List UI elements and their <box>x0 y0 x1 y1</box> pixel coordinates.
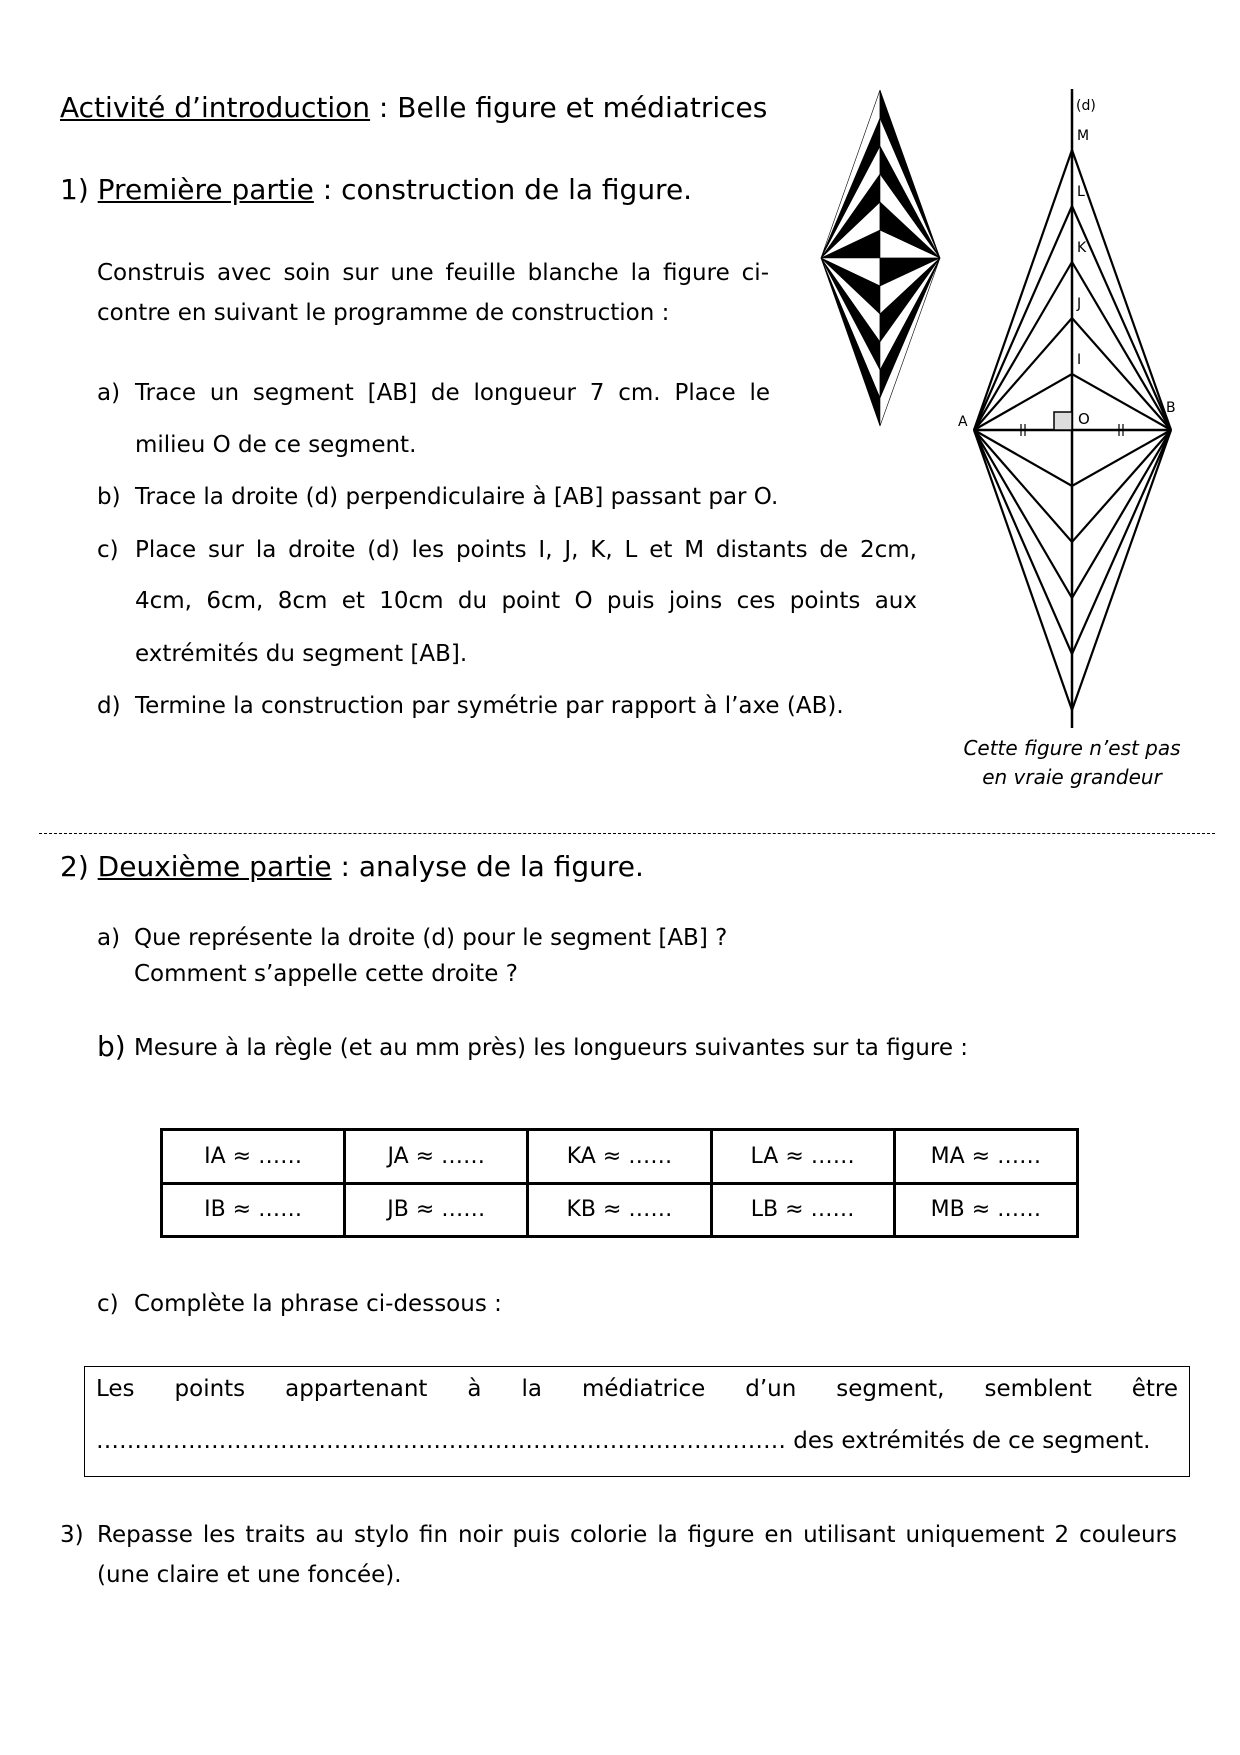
point-label: L <box>1077 184 1085 200</box>
item-text: extrémités du segment [AB]. <box>135 641 468 667</box>
point-label: J <box>1077 296 1082 312</box>
sentence-blank-line[interactable]: ……………………………………………………………………………… des extrémités de ce segment. <box>96 1428 1151 1454</box>
item-text: 4cm, 6cm, 8cm et 10cm du point O puis joins ces points aux <box>135 588 917 614</box>
item-label: a) <box>97 380 121 406</box>
item-label: b) <box>97 1030 126 1063</box>
question-text: Que représente la droite (d) pour le segment [AB] ? <box>134 925 728 951</box>
item-label: d) <box>97 693 121 719</box>
item-text: Place sur la droite (d) les points I, J, K, L et M distants de 2cm, <box>135 537 917 563</box>
part1-heading: 1) Première partie : construction de la figure. <box>60 173 693 206</box>
point-label: K <box>1077 240 1087 256</box>
section-divider <box>39 833 1215 834</box>
geometric-figure <box>974 89 1171 728</box>
item-label: c) <box>97 537 119 563</box>
table-cell[interactable]: JB ≈ …… <box>345 1183 528 1237</box>
item-label: 3) <box>60 1522 84 1548</box>
table-row <box>162 1130 1078 1184</box>
item-text: Trace la droite (d) perpendiculaire à [AB] passant par O. <box>135 484 779 510</box>
point-label: B <box>1166 400 1176 416</box>
colored-figure-example <box>821 90 940 426</box>
item-label: a) <box>97 925 121 951</box>
measurements-table <box>160 1128 1079 1238</box>
intro-line: contre en suivant le programme de construction : <box>97 300 670 326</box>
item-text: Termine la construction par symétrie par rapport à l’axe (AB). <box>135 693 844 719</box>
sentence-line: Les points appartenant à la médiatrice d’un segment, semblent être <box>96 1376 1178 1402</box>
table-cell[interactable]: KB ≈ …… <box>528 1183 711 1237</box>
question-text: Mesure à la règle (et au mm près) les longueurs suivantes sur ta figure : <box>134 1035 969 1061</box>
question-text: Complète la phrase ci-dessous : <box>134 1291 502 1317</box>
point-label: O <box>1078 410 1090 428</box>
item-label: b) <box>97 484 121 510</box>
table-cell[interactable]: JA ≈ …… <box>345 1130 528 1184</box>
table-cell[interactable]: KA ≈ …… <box>528 1130 711 1184</box>
table-cell[interactable]: IA ≈ …… <box>162 1130 345 1184</box>
item-text: milieu O de ce segment. <box>135 432 417 458</box>
figure-caption: en vraie grandeur <box>982 765 1162 789</box>
page-title: Activité d’introduction : Belle figure et médiatrices <box>60 91 768 124</box>
point-label: I <box>1077 352 1082 368</box>
instruction-text: (une claire et une foncée). <box>97 1562 402 1588</box>
figure-caption: Cette figure n’est pas <box>963 736 1181 760</box>
table-cell[interactable]: MA ≈ …… <box>894 1130 1077 1184</box>
part2-heading: 2) Deuxième partie : analyse de la figure. <box>60 850 644 883</box>
table-cell[interactable]: LA ≈ …… <box>711 1130 894 1184</box>
construction-figure <box>0 0 1240 760</box>
point-label: A <box>958 414 968 430</box>
intro-line: Construis avec soin sur une feuille blanche la figure ci- <box>97 260 769 286</box>
table-cell[interactable]: IB ≈ …… <box>162 1183 345 1237</box>
table-cell[interactable]: LB ≈ …… <box>711 1183 894 1237</box>
point-label: M <box>1077 128 1090 144</box>
question-text: Comment s’appelle cette droite ? <box>134 961 518 987</box>
item-label: c) <box>97 1291 119 1317</box>
table-cell[interactable]: MB ≈ …… <box>894 1183 1077 1237</box>
table-row <box>162 1183 1078 1237</box>
instruction-text: Repasse les traits au stylo fin noir puis colorie la figure en utilisant uniquement 2 couleurs <box>97 1522 1177 1548</box>
item-text: Trace un segment [AB] de longueur 7 cm. Place le <box>135 380 770 406</box>
line-d-label: (d) <box>1076 98 1096 114</box>
right-angle-mark <box>1054 412 1072 430</box>
